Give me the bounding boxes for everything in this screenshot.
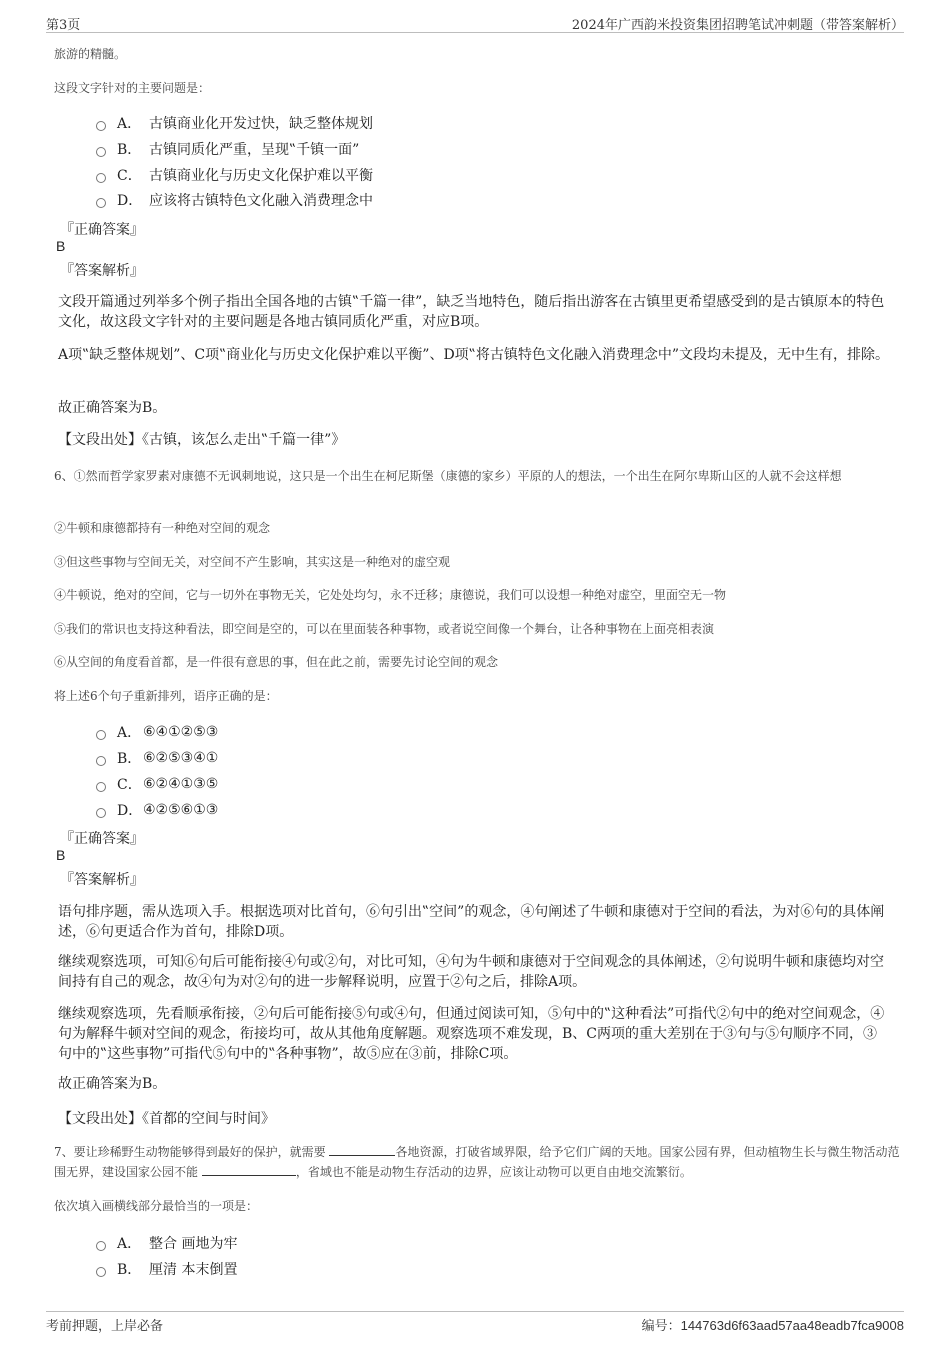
question-prompt: 这段文字针对的主要问题是： (54, 81, 211, 95)
q6-stem-3: ③但这些事物与空间无关，对空间不产生影响，其实这是一种绝对的虚空观 (54, 555, 451, 569)
fill-blank-1 (329, 1143, 395, 1156)
q6-answer: B (56, 847, 66, 863)
q6-answer-label: 『正确答案』 (60, 831, 144, 847)
radio-button[interactable] (96, 198, 106, 208)
q5-option-c[interactable]: C． 古镇商业化与历史文化保护难以平衡 (96, 164, 373, 186)
document-code: 编号：144763d6f63aad57aa48eadb7fca9008 (641, 1318, 904, 1334)
q5-analysis-3: 故正确答案为B。 (58, 400, 167, 416)
radio-button[interactable] (96, 782, 106, 792)
q6-option-c[interactable]: C． ⑥②④①③⑤ (96, 773, 218, 795)
q6-stem-2: ②牛顿和康德都持有一种绝对空间的观念 (54, 521, 271, 535)
q7-option-b[interactable]: B． 厘清 本末倒置 (96, 1258, 237, 1280)
radio-button[interactable] (96, 1267, 106, 1277)
radio-button[interactable] (96, 147, 106, 157)
q6-stem-5: ⑤我们的常识也支持这种看法，即空间是空的，可以在里面装各种事物，或者说空间像一个舞台，让各种事物在上面亮相表演 (54, 622, 715, 636)
q5-option-a[interactable]: A． 古镇商业化开发过快，缺乏整体规划 (96, 112, 373, 134)
q6-stem-1: 6、①然而哲学家罗素对康德不无讽刺地说，这只是一个出生在柯尼斯堡（康德的家乡）平原的人的想法，一个出生在阿尔卑斯山区的人就不会这样想 (54, 469, 842, 483)
q5-analysis-label: 『答案解析』 (60, 263, 144, 279)
q5-source: 【文段出处】《古镇，该怎么走出‟千篇一律”》 (58, 432, 346, 448)
page-header (46, 12, 904, 33)
q7-question: 依次填入画横线部分最恰当的一项是： (54, 1199, 259, 1213)
q6-analysis-label: 『答案解析』 (60, 872, 144, 888)
radio-button[interactable] (96, 173, 106, 183)
q5-option-b[interactable]: B． 古镇同质化严重，呈现‟千镇一面” (96, 138, 359, 160)
fill-blank-2 (202, 1163, 296, 1176)
page-footer (46, 1311, 904, 1338)
q5-analysis-1: 文段开篇通过列举多个例子指出全国各地的古镇‟千篇一律”，缺乏当地特色，随后指出游客在古镇里更希望感受到的是古镇原本的特色文化，故这段文字针对的主要问题是各地古镇同质化严重，对应B项。 (58, 294, 885, 330)
radio-button[interactable] (96, 730, 106, 740)
q6-option-a[interactable]: A． ⑥④①②⑤③ (96, 721, 218, 743)
radio-button[interactable] (96, 1241, 106, 1251)
q7-stem: 7、要让珍稀野生动物能够得到最好的保护，就需要 各地资源，打破省域界限，给予它们广阔的天地。国家公园有界，但动植物生长与微生物活动范围无界，建设国家公园不能 ，省域也不能是动物生存活动的边界，应该让动物可以更自由地交流繁衍。 (54, 1145, 900, 1179)
q5-answer-label: 『正确答案』 (60, 222, 144, 238)
q7-option-a[interactable]: A． 整合 画地为牢 (96, 1232, 237, 1254)
q5-answer: B (56, 238, 66, 254)
q6-question: 将上述6个句子重新排列，语序正确的是： (54, 689, 278, 703)
radio-button[interactable] (96, 121, 106, 131)
q6-analysis-3: 继续观察选项，先看顺承衔接，②句后可能衔接⑤句或④句，但通过阅读可知，⑤句中的‟这种看法”可指代②句中的绝对空间观念，④句为解释牛顿对空间的观念，衔接均可，故从其他角度解题。观察选项不难发现，B、C两项的重大差别在于③句与⑤句顺序不同，③句中的‟这些事物”可指代⑤句中的‟各种事物”，故⑤应在③前，排除C项。 (58, 1006, 885, 1062)
passage-tail: 旅游的精髓。 (54, 47, 127, 61)
footer-motto: 考前押题，上岸必备 (46, 1319, 164, 1334)
q5-analysis-2: A项‟缺乏整体规划”、C项‟商业化与历史文化保护难以平衡”、D项‟将古镇特色文化融入消费理念中”文段均未提及，无中生有，排除。 (58, 347, 889, 363)
radio-button[interactable] (96, 756, 106, 766)
q5-option-d[interactable]: D． 应该将古镇特色文化融入消费理念中 (96, 189, 373, 211)
q6-stem-4: ④牛顿说，绝对的空间，它与一切外在事物无关，它处处均匀，永不迁移；康德说，我们可以设想一种绝对虚空，里面空无一物 (54, 588, 727, 602)
q6-analysis-2: 继续观察选项，可知⑥句后可能衔接④句或②句，对比可知，④句为牛顿和康德对于空间观念的具体阐述，②句说明牛顿和康德均对空间持有自己的观念，故④句为对②句的进一步解释说明，应置于②句之后，排除A项。 (58, 954, 884, 990)
q6-stem-6: ⑥从空间的角度看首都，是一件很有意思的事，但在此之前，需要先讨论空间的观念 (54, 655, 499, 669)
document-title: 2024年广西韵米投资集团招聘笔试冲刺题（带答案解析） (571, 18, 904, 33)
q6-option-d[interactable]: D． ④②⑤⑥①③ (96, 799, 218, 821)
page-number: 第3页 (46, 18, 81, 33)
q6-option-b[interactable]: B． ⑥②⑤③④① (96, 747, 218, 769)
q6-analysis-1: 语句排序题，需从选项入手。根据选项对比首句，⑥句引出‟空间”的观念，④句阐述了牛顿和康德对于空间的看法，为对⑥句的具体阐述，⑥句更适合作为首句，排除D项。 (58, 904, 885, 940)
q6-source: 【文段出处】《首都的空间与时间》 (58, 1111, 275, 1127)
q6-analysis-4: 故正确答案为B。 (58, 1076, 167, 1092)
radio-button[interactable] (96, 808, 106, 818)
